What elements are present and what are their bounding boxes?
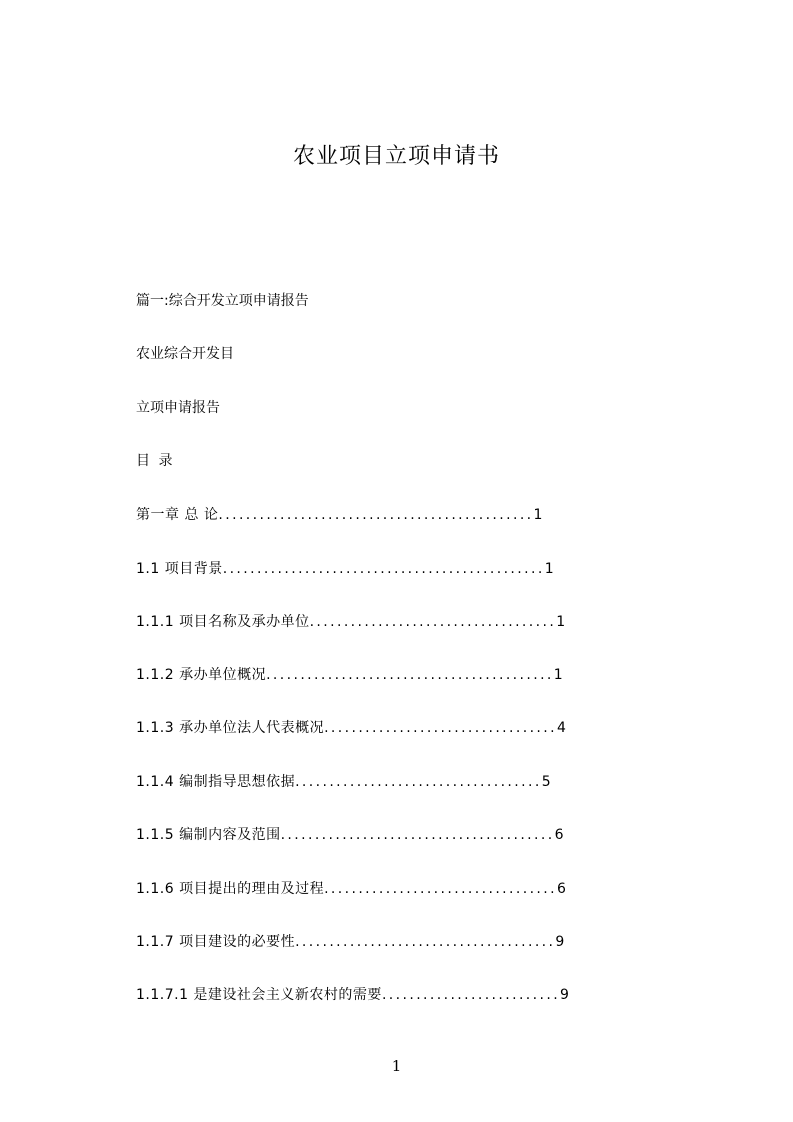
toc-entry-label: 1.1.3 承办单位法人代表概况 <box>136 720 325 736</box>
toc-entry <box>136 505 542 525</box>
toc-entry-leader: .......................... <box>381 987 561 1003</box>
toc-entry <box>136 559 554 579</box>
toc-entry-page: 1 <box>553 667 563 683</box>
toc-entry-label: 1.1.2 承办单位概况 <box>136 667 267 683</box>
toc-entry-leader: .................................. <box>324 720 557 736</box>
toc-entry <box>136 612 565 632</box>
toc-entry-label: 1.1.1 项目名称及承办单位 <box>136 614 310 630</box>
toc-entry-leader: .................................. <box>324 881 557 897</box>
toc-entry-label: 1.1.6 项目提出的理由及过程 <box>136 881 325 897</box>
toc-entry-label: 1.1 项目背景 <box>136 561 223 577</box>
document-title: 农业项目立项申请书 <box>292 144 500 169</box>
toc-entry-page: 6 <box>554 827 564 843</box>
toc-entry-leader: .................................... <box>295 774 542 790</box>
toc-entry-leader: ...................................... <box>295 934 556 950</box>
toc-entry-label: 1.1.7.1 是建设社会主义新农村的需要 <box>136 987 382 1003</box>
toc-entry <box>136 772 551 792</box>
toc-entry-page: 5 <box>541 774 551 790</box>
subtitle-line-2: 立项申请报告 <box>136 400 220 416</box>
toc-entry-leader: ............................................... <box>222 561 545 577</box>
toc-entry-page: 9 <box>560 987 569 1003</box>
toc-entry-page: 9 <box>555 934 565 950</box>
toc-entry-page: 4 <box>557 720 566 736</box>
toc-entry-page: 1 <box>544 561 554 577</box>
toc-entry <box>136 932 564 952</box>
page-number: 1 <box>391 1057 402 1075</box>
toc-entry-label: 1.1.5 编制内容及范围 <box>136 827 281 843</box>
toc-entry-page: 1 <box>533 507 543 523</box>
toc-entry-label: 1.1.7 项目建设的必要性 <box>136 934 296 950</box>
toc-entry <box>136 879 566 899</box>
toc-entry <box>136 665 563 685</box>
toc-heading: 目 录 <box>136 453 175 469</box>
section-heading: 篇一:综合开发立项申请报告 <box>136 293 309 309</box>
toc-entry <box>136 825 564 845</box>
toc-entry <box>136 718 566 738</box>
subtitle-line-1: 农业综合开发目 <box>136 346 234 362</box>
toc-entry <box>136 985 569 1005</box>
toc-entry-label: 1.1.4 编制指导思想依据 <box>136 774 296 790</box>
toc-entry-label: 第一章 总 论 <box>136 507 219 523</box>
toc-entry-leader: .............................................. <box>218 507 534 523</box>
toc-entry-page: 1 <box>556 614 566 630</box>
toc-entry-page: 6 <box>557 881 566 897</box>
toc-entry-leader: ........................................ <box>280 827 555 843</box>
toc-entry-leader: .......................................... <box>266 667 554 683</box>
toc-entry-leader: .................................... <box>309 614 557 630</box>
